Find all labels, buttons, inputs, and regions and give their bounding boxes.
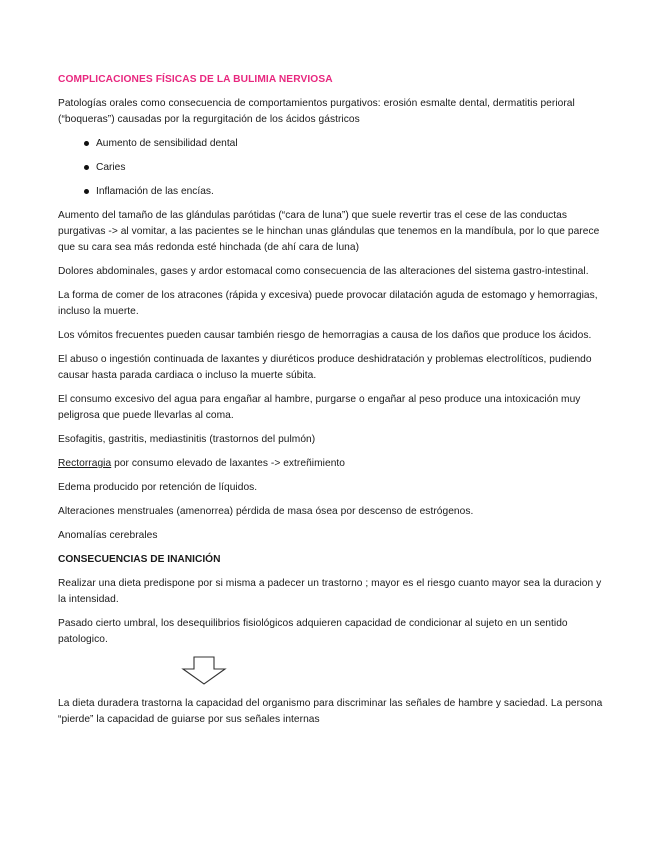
- bullet-text: Aumento de sensibilidad dental: [96, 138, 238, 149]
- section-heading-starvation: CONSECUENCIAS DE INANICIÓN: [58, 554, 221, 565]
- bullet-item: [58, 136, 603, 152]
- paragraph-menstrual: Alteraciones menstruales (amenorrea) pérdida de masa ósea por descenso de estrógenos.: [58, 506, 474, 517]
- paragraph-diet-risk: Realizar una dieta predispone por si misma a padecer un trastorno ; mayor es el riesgo cuanto mayor sea la duracion y la intensidad.: [58, 578, 602, 605]
- bullet-dot-icon: [84, 141, 89, 146]
- bullet-item: [58, 184, 603, 200]
- paragraph-laxatives: El abuso o ingestión continuada de laxantes y diuréticos produce deshidratación y problemas electrolíticos, pudiendo causar hasta parada cardiaca o incluso la muerte súbita.: [58, 354, 592, 381]
- paragraph-binge-eating: La forma de comer de los atracones (rápida y excesiva) puede provocar dilatación aguda de estomago y hemorragias, incluso la muerte.: [58, 290, 598, 317]
- paragraph-cerebral: Anomalías cerebrales: [58, 530, 158, 541]
- paragraph-esophagitis: Esofagitis, gastritis, mediastinitis (trastornos del pulmón): [58, 434, 316, 445]
- down-arrow-container: [58, 656, 603, 686]
- bullet-dot-icon: [84, 165, 89, 170]
- rectorrhagia-term: Rectorragia: [58, 458, 112, 469]
- bullet-text: Caries: [96, 162, 126, 173]
- paragraph-lasting-diet: La dieta duradera trastorna la capacidad del organismo para discriminar las señales de hambre y saciedad. La persona “pierde” la capacidad de guiarse por sus señales internas: [58, 698, 603, 725]
- paragraph-abdominal-pain: Dolores abdominales, gases y ardor estomacal como consecuencia de las alteraciones del sistema gastro-intestinal.: [58, 266, 589, 277]
- paragraph-parotid-glands: Aumento del tamaño de las glándulas parótidas (“cara de luna”) que suele revertir tras el cese de las conductas purgativas -> al vomitar, a las pacientes se le hinchan unas glándulas que tenemos en la mandíbula, por lo que parece que su cara sea más redonda esté hinchada (de ahí cara de luna): [58, 210, 600, 253]
- paragraph-edema: Edema producido por retención de líquidos.: [58, 482, 258, 493]
- down-arrow-icon: [180, 656, 228, 686]
- paragraph-vomiting: Los vómitos frecuentes pueden causar también riesgo de hemorragias a causa de los daños que produce los ácidos.: [58, 330, 592, 341]
- paragraph-rectorrhagia: [58, 456, 603, 472]
- section-heading-bulimia: COMPLICACIONES FÍSICAS DE LA BULIMIA NERVIOSA: [58, 74, 333, 85]
- paragraph-oral-pathologies: Patologías orales como consecuencia de comportamientos purgativos: erosión esmalte dental, dermatitis perioral (“boqueras”) causadas por la regurgitación de los ácidos gástricos: [58, 98, 575, 125]
- bullet-item: [58, 160, 603, 176]
- paragraph-water-intake: El consumo excesivo del agua para engañar al hambre, purgarse o engañar al peso produce una intoxicación muy peligrosa que puede llevarlas al coma.: [58, 394, 581, 421]
- document-page: [58, 72, 603, 736]
- bullet-text: Inflamación de las encías.: [96, 186, 214, 197]
- bullet-list-dental: [58, 136, 603, 200]
- rectorrhagia-text: por consumo elevado de laxantes -> extreñimiento: [111, 458, 346, 469]
- bullet-dot-icon: [84, 189, 89, 194]
- paragraph-threshold: Pasado cierto umbral, los desequilibrios fisiológicos adquieren capacidad de condicionar al sujeto en un sentido patologico.: [58, 618, 568, 645]
